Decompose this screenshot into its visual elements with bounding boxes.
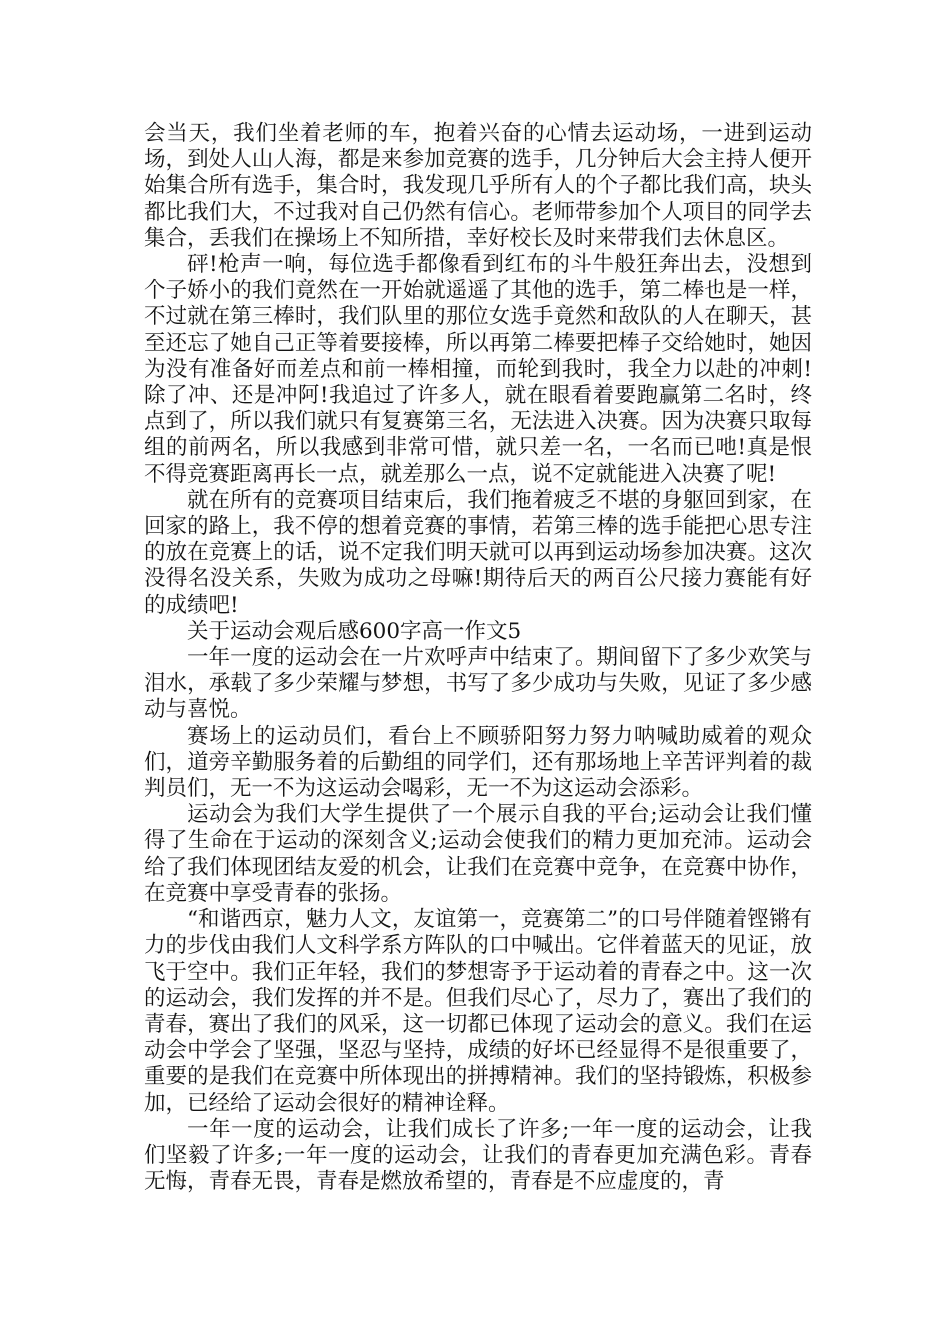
document-page <box>144 121 812 1195</box>
paragraph-5: 赛场上的运动员们，看台上不顾骄阳努力努力呐喊助威着的观众们，道旁辛勤服务着的后勤组的同学们，还有那场地上辛苦评判着的裁判员们，无一不为这运动会喝彩，无一不为这运动会添彩。 <box>144 723 812 802</box>
paragraph-8: 一年一度的运动会，让我们成长了许多;一年一度的运动会，让我们坚毅了许多;一年一度的运动会，让我们的青春更加充满色彩。青春无悔，青春无畏，青春是燃放希望的，青春是不应虚度的，青 <box>144 1116 812 1195</box>
paragraph-7: “和谐西京，魅力人文，友谊第一，竞赛第二”的口号伴随着铿锵有力的步伐由我们人文科学系方阵队的口中喊出。它伴着蓝天的见证，放飞于空中。我们正年轻，我们的梦想寄予于运动着的青春之中。这一次的运动会，我们发挥的并不是。但我们尽心了，尽力了，赛出了我们的青春，赛出了我们的风采，这一切都已体现了运动会的意义。我们在运动会中学会了坚强，坚忍与坚持，成绩的好坏已经显得不是很重要了，重要的是我们在竞赛中所体现出的拼搏精神。我们的坚持锻炼，积极参加，已经给了运动会很好的精神诠释。 <box>144 907 812 1116</box>
section-title: 关于运动会观后感600字高一作文5 <box>187 618 522 644</box>
paragraph-3: 就在所有的竞赛项目结束后，我们拖着疲乏不堪的身躯回到家，在回家的路上，我不停的想着竞赛的事情，若第三棒的选手能把心思专注的放在竞赛上的话，说不定我们明天就可以再到运动场参加决赛。这次没得名没关系，失败为成功之母嘛!期待后天的两百公尺接力赛能有好的成绩吧! <box>144 487 812 618</box>
paragraph-6: 运动会为我们大学生提供了一个展示自我的平台;运动会让我们懂得了生命在于运动的深刻含义;运动会使我们的精力更加充沛。运动会给了我们体现团结友爱的机会，让我们在竞赛中竞争，在竞赛中协作，在竞赛中享受青春的张扬。 <box>144 802 812 906</box>
paragraph-2: 砰!枪声一响，每位选手都像看到红布的斗牛般狂奔出去，没想到个子娇小的我们竟然在一开始就遥遥了其他的选手，第二棒也是一样，不过就在第三棒时，我们队里的那位女选手竟然和敌队的人在聊天，甚至还忘了她自己正等着要接棒，所以再第二棒要把棒子交给她时，她因为没有准备好而差点和前一棒相撞，而轮到我时，我全力以赴的冲刺!除了冲、还是冲阿!我追过了许多人，就在眼看着要跑赢第二名时，终点到了，所以我们就只有复赛第三名，无法进入决赛。因为决赛只取每组的前两名，所以我感到非常可惜，就只差一名，一名而已吔!真是恨不得竞赛距离再长一点，就差那么一点，说不定就能进入决赛了呢! <box>144 252 812 487</box>
paragraph-4: 一年一度的运动会在一片欢呼声中结束了。期间留下了多少欢笑与泪水，承载了多少荣耀与梦想，书写了多少成功与失败，见证了多少感动与喜悦。 <box>144 645 812 723</box>
paragraph-1: 会当天，我们坐着老师的车，抱着兴奋的心情去运动场，一进到运动场，到处人山人海，都是来参加竞赛的选手，几分钟后大会主持人便开始集合所有选手，集合时，我发现几乎所有人的个子都比我们高，块头都比我们大，不过我对自己仍然有信心。老师带参加个人项目的同学去集合，丢我们在操场上不知所措，幸好校长及时来带我们去休息区。 <box>144 121 812 251</box>
